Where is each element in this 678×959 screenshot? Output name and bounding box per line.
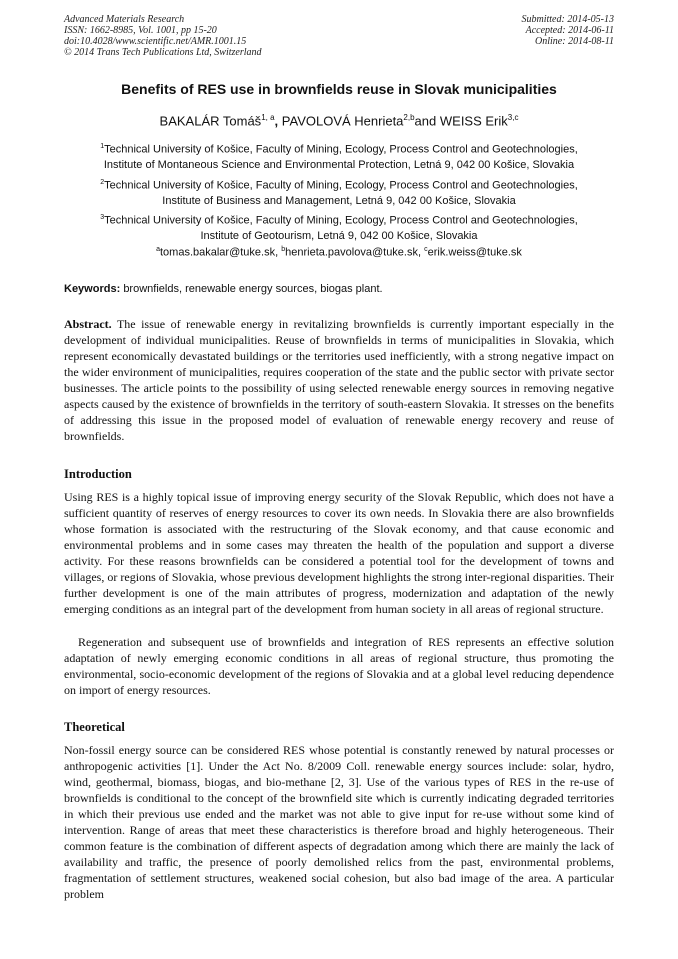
paragraph: Non-fossil energy source can be considered RES whose potential is constantly renewed by natural processes or anthropogenic activities [1]. Under the Act No. 8/2009 Coll. renewable energy sources include: solar, hydro, wind, geothermal, biomass, biogas, and bio-methane [2, 3]. Use of the various types of RES in the re-use of brownfields is conditional to the concept of the brownfield site which is currently indicating degraded territories in which their previous use ended and the market was not able to give input for re-use without some kind of intervention. Range of areas that meet these characteristics is therefore broad and highly heterogeneous. Their common feature is the combination of different aspects of degradation among which there are mainly the lack of availability and traffic, the presence of poorly demolished relics from the past, environmental problems, fragmentation of settlement structures, weakened social cohesion, but also bad image of the area. A particular problem [64, 743, 614, 901]
author-name: PAVOLOVÁ Henrieta [281, 113, 404, 129]
affiliation-line: Technical University of Košice, Faculty of Mining, Ecology, Process Control and Geotechnologies, [104, 214, 578, 227]
submitted-date: Submitted: 2014-05-13 [521, 14, 614, 25]
email-mark: a [156, 246, 160, 253]
author-conjunction: and [414, 113, 437, 129]
email-link[interactable]: henrieta.pavolova@tuke.sk, [285, 246, 422, 259]
online-date: Online: 2014-08-11 [535, 36, 614, 47]
author-name: BAKALÁR Tomáš [159, 113, 262, 129]
affiliation-number: 2 [100, 179, 105, 186]
keywords-label: Keywords: [64, 283, 121, 295]
affiliation-line: Institute of Montaneous Science and Environmental Protection, Letná 9, 042 00 Košice, Slovakia [103, 158, 575, 171]
section-heading-introduction: Introduction [64, 467, 132, 481]
affiliation-number: 1 [100, 143, 105, 150]
keywords-text: brownfields, renewable energy sources, biogas plant. [123, 283, 383, 295]
affiliation-number: 3 [100, 214, 105, 221]
copyright-line: © 2014 Trans Tech Publications Ltd, Switzerland [64, 47, 262, 58]
email-link[interactable]: erik.weiss@tuke.sk [427, 246, 522, 259]
issn-line: ISSN: 1662-8985, Vol. 1001, pp 15-20 [64, 25, 217, 36]
author-affiliation-mark: 3,c [507, 113, 519, 122]
author-list [0, 113, 678, 128]
abstract [64, 316, 614, 444]
doi-line: doi:10.4028/www.scientific.net/AMR.1001.15 [64, 36, 247, 47]
section-heading-theoretical: Theoretical [64, 720, 125, 734]
author-name: WEISS Erik [439, 113, 508, 129]
email-mark: c [424, 246, 428, 253]
publication-info [64, 14, 262, 58]
affiliation [54, 175, 624, 209]
paragraph: Regeneration and subsequent use of brownfields and integration of RES represents an effective solution adaptation of newly emerging economic conditions in all areas of regional structure, thus promoting the environmental, socio-economic development of the regions of Slovakia and at a global level reducing dependence on import of energy resources. [64, 635, 614, 697]
author-separator: , [274, 113, 279, 129]
keywords [64, 283, 624, 295]
abstract-label: Abstract. [64, 317, 112, 331]
affiliation [54, 139, 624, 173]
paragraph: Using RES is a highly topical issue of improving energy security of the Slovak Republic, which does not have a sufficient quantity of reserves of energy resources to cover its own needs. In Slovakia there are also brownfields whose formation is associated with the restructuring of the Slovak economy, and that cause economic and environmental problems and in some cases may threaten the health of the population and support a diverse activity. For these reasons brownfields can be considered a potential tool for the development of towns and villages, or regions of Slovakia, whose previous development highlights the strong inter-regional disparities. Their further development is one of the main attributes of progress, modernization and adaptation of the newly emerging conditions as an integral part of the development from human society in all areas of regional structure. [64, 490, 614, 616]
affiliation-line: Institute of Geotourism, Letná 9, 042 00 Košice, Slovakia [200, 229, 478, 242]
affiliation-line: Institute of Business and Management, Letná 9, 042 00 Košice, Slovakia [162, 194, 516, 207]
author-emails [0, 246, 678, 259]
affiliation [54, 210, 624, 244]
email-mark: b [281, 246, 286, 253]
journal-name: Advanced Materials Research [64, 14, 185, 25]
publication-dates [522, 14, 615, 47]
author-affiliation-mark: 2,b [403, 113, 415, 122]
affiliation-line: Technical University of Košice, Faculty of Mining, Ecology, Process Control and Geotechnologies, [104, 143, 578, 156]
email-link[interactable]: tomas.bakalar@tuke.sk, [159, 246, 279, 259]
accepted-date: Accepted: 2014-06-11 [525, 25, 614, 36]
abstract-text: The issue of renewable energy in revitalizing brownfields is currently important especially in the development of individual municipalities. Reuse of brownfields in terms of municipalities in Slovakia, which represent economically devastated buildings or the territories used inefficiently, with a strong negative impact on the wider environment of municipalities, requires cooperation of the state and the public sector with private sector businesses. The article points to the possibility of using selected renewable energy sources in removing negative aspects caused by the existence of brownfields in the territory of south-eastern Slovakia. It stresses on the benefits of addressing this issue in the proposed model of evaluation of renewable energy recovery and reuse of brownfields. [64, 317, 614, 443]
paper-title: Benefits of RES use in brownfields reuse in Slovak municipalities [121, 81, 557, 97]
affiliation-line: Technical University of Košice, Faculty of Mining, Ecology, Process Control and Geotechnologies, [104, 179, 578, 192]
author-affiliation-mark: 1, a [261, 113, 275, 122]
